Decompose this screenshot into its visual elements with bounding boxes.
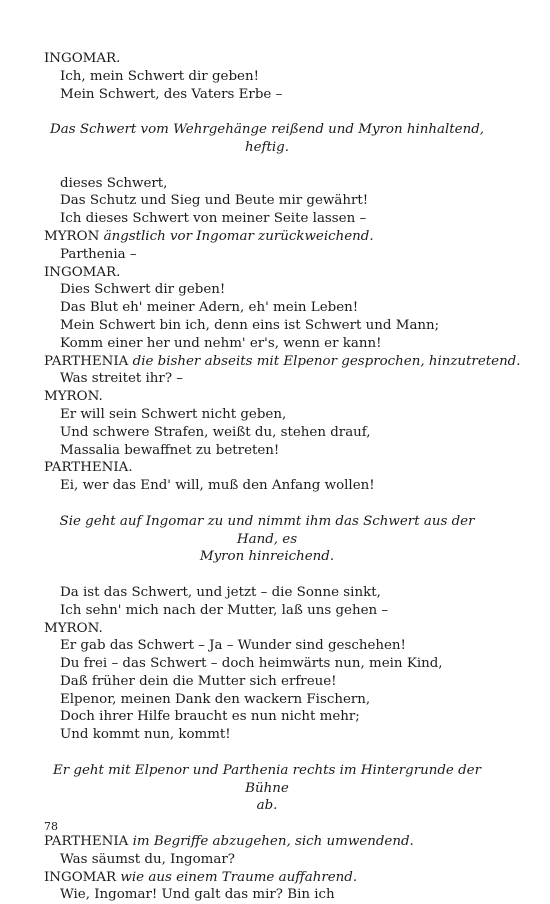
verse-line: Das Blut eh' meiner Adern, eh' mein Leben! xyxy=(60,300,359,316)
verse-line: Und schwere Strafen, weißt du, stehen drauf, xyxy=(60,424,371,440)
verse-line: Mein Schwert bin ich, denn eins ist Schwert und Mann; xyxy=(60,317,440,333)
verse-line: dieses Schwert, xyxy=(60,175,168,191)
stage-direction-inline: ängstlich vor Ingomar zurückweichend. xyxy=(103,228,374,244)
speaker-line xyxy=(44,264,490,282)
verse-line: Ei, wer das End' will, muß den Anfang wollen! xyxy=(60,478,375,494)
speaker-line xyxy=(44,833,490,851)
verse-line: Elpenor, meinen Dank den wackern Fischern, xyxy=(60,691,371,707)
stage-direction: Sie geht auf Ingomar zu und nimmt ihm das Schwert aus der Hand, es xyxy=(59,513,475,547)
speaker-name: PARTHENIA xyxy=(44,353,129,369)
stage-direction: Das Schwert vom Wehrgehänge reißend und Myron hinhaltend, heftig. xyxy=(49,122,485,155)
speaker-name: PARTHENIA xyxy=(44,834,129,850)
verse-line: Doch ihrer Hilfe braucht es nun nicht mehr; xyxy=(60,709,360,725)
blank-line xyxy=(44,815,490,833)
stage-direction: ab. xyxy=(256,798,278,814)
verse-line: Er will sein Schwert nicht geben, xyxy=(60,406,287,422)
blank-line xyxy=(44,495,490,513)
blank-line xyxy=(44,744,490,762)
stage-direction-inline: im Begriffe abzugehen, sich umwendend. xyxy=(132,834,414,850)
speaker-name: MYRON xyxy=(44,228,100,244)
blank-line xyxy=(44,566,490,584)
speaker-line xyxy=(44,228,490,246)
verse-line: Massalia bewaffnet zu betreten! xyxy=(60,442,280,458)
verse-line: Und kommt nun, kommt! xyxy=(60,727,231,743)
stage-direction-inline: wie aus einem Traume auffahrend. xyxy=(120,869,358,885)
speaker-line xyxy=(44,353,521,371)
verse-line: Wie, Ingomar! Und galt das mir? Bin ich xyxy=(60,887,335,903)
speaker-name: INGOMAR. xyxy=(44,51,121,66)
verse-line: Dies Schwert dir geben! xyxy=(60,282,226,298)
stage-direction: Er geht mit Elpenor und Parthenia rechts im Hintergrunde der Bühne xyxy=(52,762,481,796)
speaker-line xyxy=(44,388,490,406)
verse-line: Er gab das Schwert – Ja – Wunder sind geschehen! xyxy=(60,638,406,654)
verse-line: Was säumst du, Ingomar? xyxy=(60,851,235,867)
speaker-line xyxy=(44,50,490,68)
page-number: 78 xyxy=(44,820,58,833)
blank-line xyxy=(44,103,490,121)
verse-line: Da ist das Schwert, und jetzt – die Sonne sinkt, xyxy=(60,584,381,600)
verse-line: Mein Schwert, des Vaters Erbe – xyxy=(60,86,283,102)
speaker-line xyxy=(44,869,490,887)
verse-line: Ich dieses Schwert von meiner Seite lassen – xyxy=(60,211,367,227)
speaker-name: INGOMAR xyxy=(44,869,117,885)
speaker-line xyxy=(44,459,490,477)
verse-line: Ich sehn' mich nach der Mutter, laß uns gehen – xyxy=(60,602,389,618)
play-text xyxy=(44,50,521,904)
verse-line: Das Schutz und Sieg und Beute mir gewährt! xyxy=(60,193,369,209)
stage-direction-inline: die bisher abseits mit Elpenor gesprochen, hinzutretend. xyxy=(132,353,521,369)
blank-line xyxy=(44,157,490,175)
speaker-name: INGOMAR. xyxy=(44,264,121,280)
stage-direction: Myron hinreichend. xyxy=(199,549,335,565)
speaker-name: PARTHENIA. xyxy=(44,460,133,476)
verse-line: Parthenia – xyxy=(60,246,137,262)
speaker-line xyxy=(44,620,490,638)
verse-line: Daß früher dein die Mutter sich erfreue! xyxy=(60,673,337,689)
speaker-name: MYRON. xyxy=(44,620,103,636)
verse-line: Komm einer her und nehm' er's, wenn er kann! xyxy=(60,335,382,351)
verse-line: Du frei – das Schwert – doch heimwärts nun, mein Kind, xyxy=(60,656,443,672)
verse-line: Was streitet ihr? – xyxy=(60,371,183,387)
verse-line: Ich, mein Schwert dir geben! xyxy=(60,68,259,84)
speaker-name: MYRON. xyxy=(44,389,103,405)
